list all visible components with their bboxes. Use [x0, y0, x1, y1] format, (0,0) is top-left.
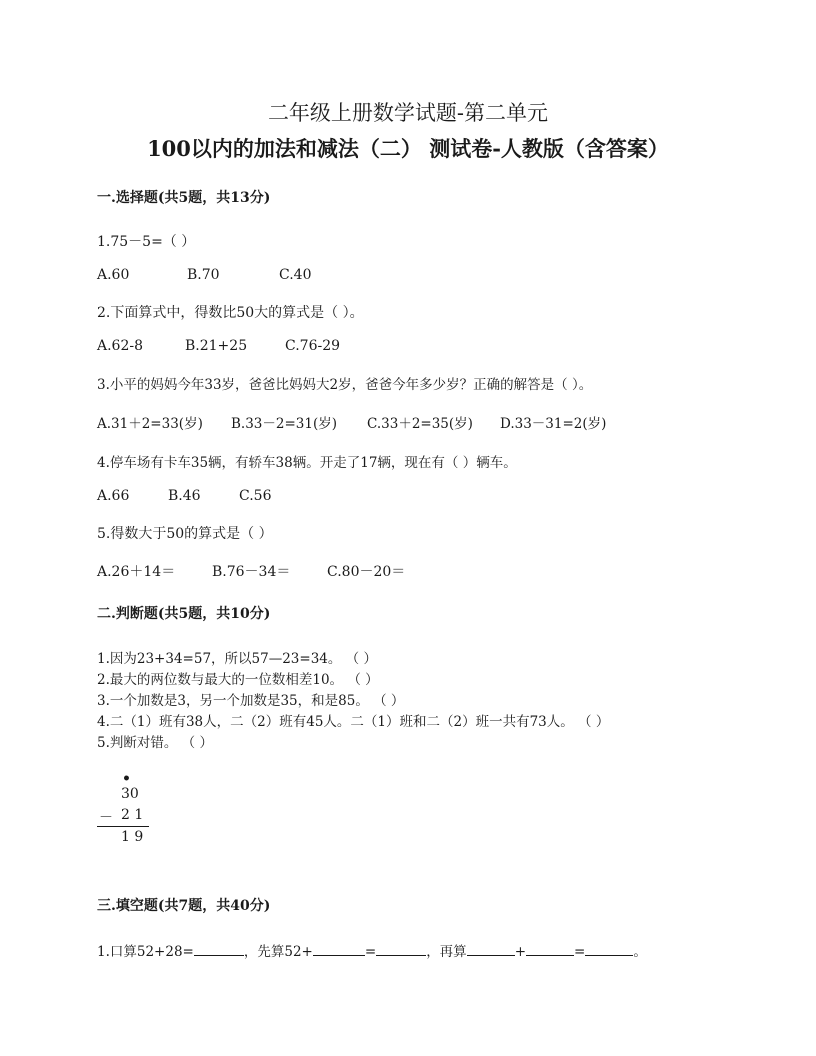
question-1-4: 4.停车场有卡车35辆，有轿车38辆。开走了17辆，现在有（ ）辆车。	[97, 455, 517, 471]
answer-blank[interactable]	[467, 954, 515, 956]
fill-text: =	[574, 944, 586, 960]
option: A.26＋14＝	[97, 564, 176, 580]
option: A.60	[97, 267, 130, 283]
fill-text: 1.口算52+28=	[97, 944, 194, 960]
fill-text: =	[364, 944, 377, 960]
fill-question-1	[97, 940, 647, 960]
question-1-5: 5.得数大于50的算式是（ ）	[97, 526, 273, 542]
answer-blank[interactable]	[194, 954, 244, 956]
minuend: 30	[121, 786, 139, 802]
fill-text: 。	[633, 944, 647, 960]
judge-item-4: 4.二（1）班有38人，二（2）班有45人。二（1）班和二（2）班一共有73人。 （ ）	[97, 714, 610, 730]
answer-blank[interactable]	[526, 954, 574, 956]
fill-text: ，先算52+	[243, 944, 313, 960]
title-line-1: 二年级上册数学试题-第二单元	[267, 101, 549, 125]
option: B.46	[168, 488, 201, 504]
option: C.33＋2=35(岁)	[367, 416, 473, 432]
answer-blank[interactable]	[585, 954, 633, 956]
section-2-heading: 二.判断题(共5题，共10分)	[97, 606, 271, 622]
options-1-2	[97, 338, 340, 354]
answer-blank[interactable]	[313, 954, 365, 956]
option: D.33－31=2(岁)	[500, 416, 607, 432]
options-1-3	[97, 412, 606, 432]
fill-text: +	[514, 944, 526, 960]
minus-sign: －	[99, 810, 113, 826]
option: C.76-29	[285, 338, 341, 354]
options-1-4	[97, 488, 271, 504]
question-1-1: 1.75－5=（ ）	[97, 234, 196, 250]
option: B.21+25	[185, 338, 248, 354]
option: C.40	[279, 267, 312, 283]
carry-dot: •	[122, 771, 131, 787]
question-1-2: 2.下面算式中，得数比50大的算式是（ ）。	[97, 305, 364, 321]
option: A.62-8	[97, 338, 144, 354]
option: C.56	[239, 488, 272, 504]
section-1-heading: 一.选择题(共5题，共13分)	[97, 190, 271, 206]
option: C.80－20＝	[327, 564, 406, 580]
fill-text: ，再算	[426, 944, 467, 960]
judge-item-1: 1.因为23+34=57，所以57—23=34。 （ ）	[97, 651, 377, 667]
judge-item-5: 5.判断对错。 （ ）	[97, 735, 213, 751]
answer-blank[interactable]	[376, 954, 426, 956]
question-1-3: 3.小平的妈妈今年33岁，爸爸比妈妈大2岁，爸爸今年多少岁？正确的解答是（ ）。	[97, 377, 593, 393]
option: B.70	[187, 267, 220, 283]
title-line-2: 100以内的加法和减法（二） 测试卷-人教版（含答案）	[147, 136, 669, 161]
option: A.66	[97, 488, 130, 504]
option: B.33－2=31(岁)	[231, 416, 338, 432]
options-1-5	[97, 561, 405, 581]
judge-item-2: 2.最大的两位数与最大的一位数相差10。 （ ）	[97, 672, 379, 688]
calc-line	[97, 826, 149, 827]
options-1-1	[97, 267, 311, 283]
option: A.31＋2=33(岁)	[97, 416, 203, 432]
difference: 1 9	[121, 829, 144, 845]
section-3-heading: 三.填空题(共7题，共40分)	[97, 898, 271, 914]
judge-item-3: 3.一个加数是3，另一个加数是35，和是85。 （ ）	[97, 693, 405, 709]
subtrahend: 2 1	[121, 807, 144, 823]
option: B.76－34＝	[212, 564, 291, 580]
vertical-subtraction	[97, 771, 167, 845]
